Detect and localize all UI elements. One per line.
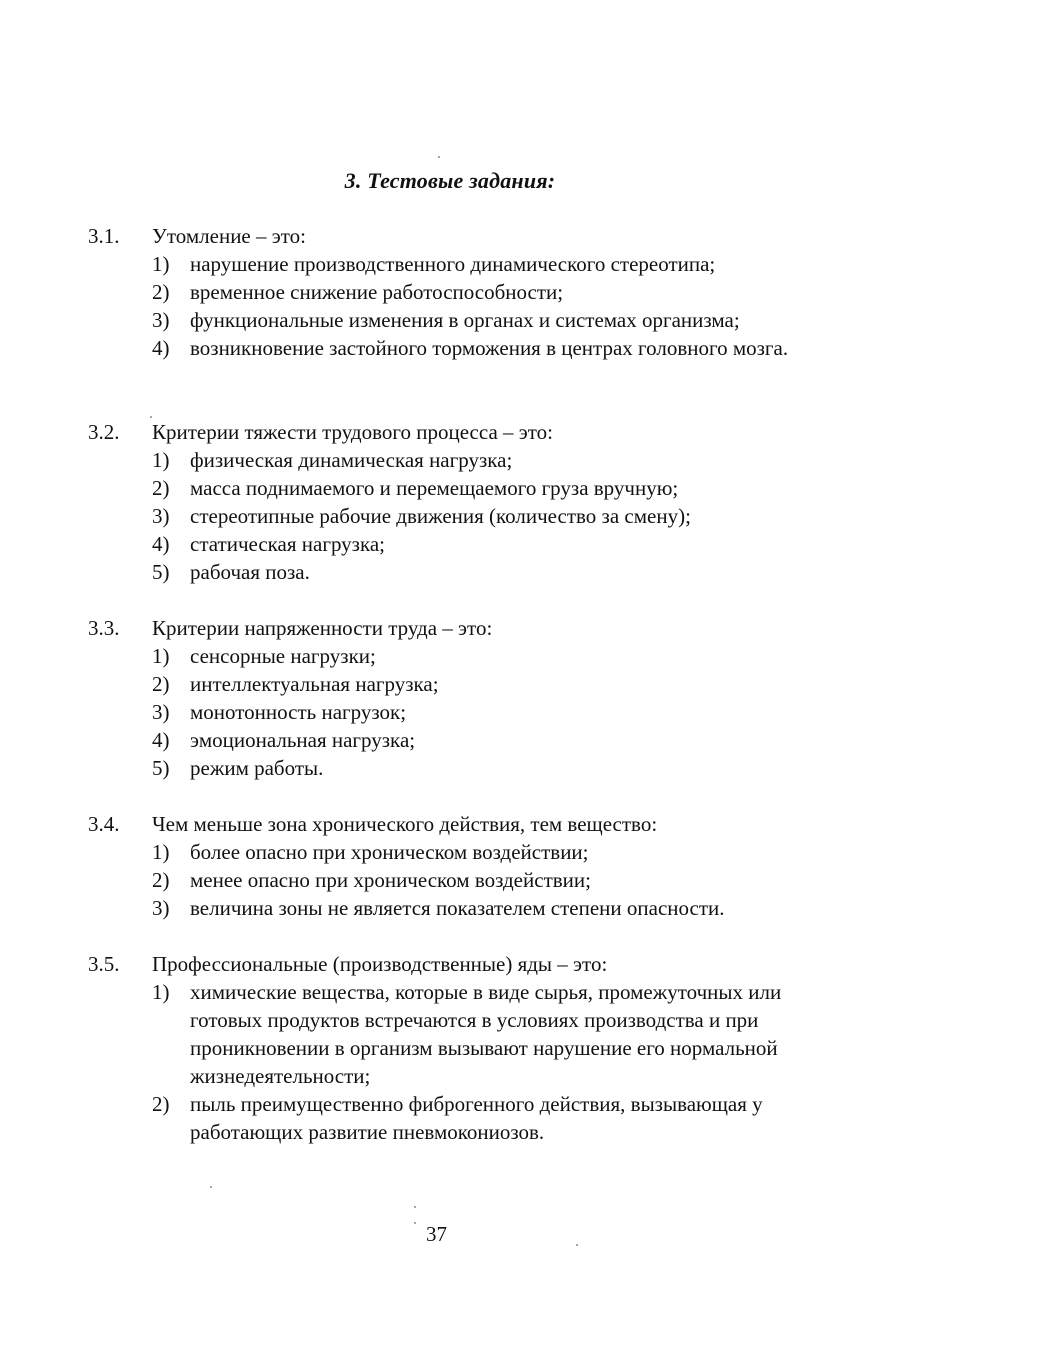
option-number: 4)	[152, 532, 170, 556]
option-text: режим работы.	[190, 756, 324, 780]
answer-option	[88, 1090, 810, 1146]
option-text: рабочая поза.	[190, 560, 310, 584]
answer-option	[88, 278, 810, 306]
question-header	[88, 810, 848, 838]
question-3-4	[88, 810, 848, 922]
answer-option	[88, 670, 810, 698]
question-3-3	[88, 614, 848, 782]
answer-option	[88, 446, 810, 474]
option-text: масса поднимаемого и перемещаемого груза вручную;	[190, 476, 679, 500]
scan-speck	[414, 1222, 416, 1224]
option-text: функциональные изменения в органах и системах организма;	[190, 308, 740, 332]
scan-speck	[210, 1186, 212, 1188]
option-text: стереотипные рабочие движения (количество за смену);	[190, 504, 691, 528]
question-header	[88, 614, 848, 642]
question-text: Профессиональные (производственные) яды – это:	[152, 952, 608, 976]
question-3-5	[88, 950, 848, 1146]
option-number: 3)	[152, 896, 170, 920]
option-text: менее опасно при хроническом воздействии;	[190, 868, 591, 892]
section-heading: 3. Тестовые задания:	[344, 168, 556, 193]
answer-options	[88, 978, 848, 1146]
option-number: 2)	[152, 868, 170, 892]
question-header	[88, 950, 848, 978]
option-number: 1)	[152, 644, 170, 668]
option-text: возникновение застойного торможения в центрах головного мозга.	[190, 336, 789, 360]
question-header	[88, 222, 848, 250]
option-text: физическая динамическая нагрузка;	[190, 448, 513, 472]
scan-speck	[150, 416, 152, 418]
question-text: Чем меньше зона хронического действия, тем вещество:	[152, 812, 658, 836]
answer-options	[88, 446, 848, 586]
option-text: пыль преимущественно фиброгенного действия, вызывающая у работающих развитие пневмокониозов.	[190, 1092, 763, 1144]
question-3-1	[88, 222, 848, 362]
option-text: интеллектуальная нагрузка;	[190, 672, 439, 696]
option-number: 2)	[152, 672, 170, 696]
question-number: 3.2.	[88, 420, 120, 444]
scan-speck	[414, 1206, 416, 1208]
question-text: Утомление – это:	[152, 224, 307, 248]
option-number: 1)	[152, 252, 170, 276]
option-text: сенсорные нагрузки;	[190, 644, 376, 668]
answer-option	[88, 474, 810, 502]
option-text: более опасно при хроническом воздействии;	[190, 840, 589, 864]
option-number: 1)	[152, 980, 170, 1004]
answer-options	[88, 642, 848, 782]
answer-option	[88, 754, 810, 782]
option-number: 1)	[152, 840, 170, 864]
answer-option	[88, 642, 810, 670]
option-number: 2)	[152, 280, 170, 304]
answer-option	[88, 894, 810, 922]
answer-option	[88, 978, 810, 1090]
answer-option	[88, 250, 810, 278]
question-3-2	[88, 418, 848, 586]
question-number: 3.3.	[88, 616, 120, 640]
question-number: 3.4.	[88, 812, 120, 836]
answer-option	[88, 838, 810, 866]
option-text: нарушение производственного динамического стереотипа;	[190, 252, 716, 276]
page-number: 37	[426, 1222, 447, 1246]
option-number: 3)	[152, 308, 170, 332]
option-number: 1)	[152, 448, 170, 472]
question-header	[88, 418, 848, 446]
scan-speck	[576, 1244, 578, 1246]
option-number: 3)	[152, 504, 170, 528]
option-number: 2)	[152, 1092, 170, 1116]
option-number: 5)	[152, 560, 170, 584]
answer-option	[88, 306, 810, 334]
answer-option	[88, 334, 810, 362]
option-text: эмоциональная нагрузка;	[190, 728, 416, 752]
option-text: монотонность нагрузок;	[190, 700, 407, 724]
option-text: химические вещества, которые в виде сырья, промежуточных или готовых продуктов встречаются в условиях производства и при проникновении в организм вызывают нарушение его нормальной жизнедеятельности;	[190, 980, 782, 1088]
answer-option	[88, 530, 810, 558]
option-number: 3)	[152, 700, 170, 724]
option-text: временное снижение работоспособности;	[190, 280, 564, 304]
answer-options	[88, 250, 848, 362]
option-text: величина зоны не является показателем степени опасности.	[190, 896, 725, 920]
option-number: 4)	[152, 728, 170, 752]
answer-option	[88, 866, 810, 894]
question-number: 3.5.	[88, 952, 120, 976]
option-number: 4)	[152, 336, 170, 360]
answer-option	[88, 698, 810, 726]
option-number: 2)	[152, 476, 170, 500]
option-number: 5)	[152, 756, 170, 780]
question-text: Критерии тяжести трудового процесса – это:	[152, 420, 554, 444]
question-number: 3.1.	[88, 224, 120, 248]
answer-options	[88, 838, 848, 922]
answer-option	[88, 502, 810, 530]
option-text: статическая нагрузка;	[190, 532, 386, 556]
question-text: Критерии напряженности труда – это:	[152, 616, 493, 640]
answer-option	[88, 558, 810, 586]
scan-speck	[438, 156, 440, 158]
answer-option	[88, 726, 810, 754]
